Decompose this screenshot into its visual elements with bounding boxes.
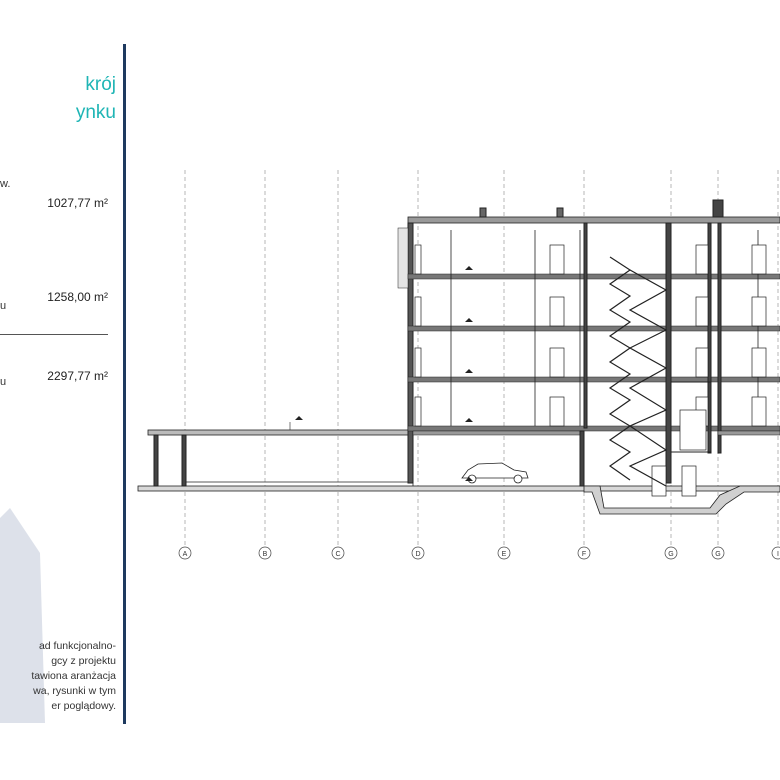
axis-label-c: C xyxy=(335,551,341,558)
axis-label-g2: G xyxy=(715,551,721,558)
stat-label-1: w. xyxy=(0,178,11,190)
description-line: gcy z projektu xyxy=(51,655,116,667)
description xyxy=(0,640,116,716)
description-line: er poglądowy. xyxy=(51,700,116,712)
stats-divider xyxy=(0,334,108,335)
building-section-drawing xyxy=(130,160,780,580)
axis-label-a: A xyxy=(182,551,188,558)
axis-label-b: B xyxy=(262,551,268,558)
axis-label-g1: G xyxy=(668,551,674,558)
main-building xyxy=(398,200,780,496)
axis-label-i: I xyxy=(777,551,779,558)
title-line-1: krój xyxy=(85,74,116,95)
stat-label-2: u xyxy=(0,300,7,312)
page-title xyxy=(0,74,120,134)
stat-label-3: u xyxy=(0,376,7,388)
axis-label-f: F xyxy=(581,551,587,558)
axis-label-d: D xyxy=(415,551,421,558)
accent-bar xyxy=(123,44,126,724)
description-line: tawiona aranżacja xyxy=(31,670,116,682)
stat-value-2: 1258,00 m² xyxy=(47,290,108,304)
stat-value-1: 1027,77 m² xyxy=(47,196,108,210)
stat-value-3: 2297,77 m² xyxy=(47,369,108,383)
level-markers xyxy=(295,266,473,481)
low-wing xyxy=(148,422,413,486)
description-line: wa, rysunki w tym xyxy=(33,685,116,697)
description-line: ad funkcjonalno- xyxy=(38,640,116,652)
axis-bubbles xyxy=(179,547,780,559)
staircase xyxy=(610,257,666,486)
title-line-2: ynku xyxy=(75,102,116,123)
axis-label-e: E xyxy=(501,551,507,558)
